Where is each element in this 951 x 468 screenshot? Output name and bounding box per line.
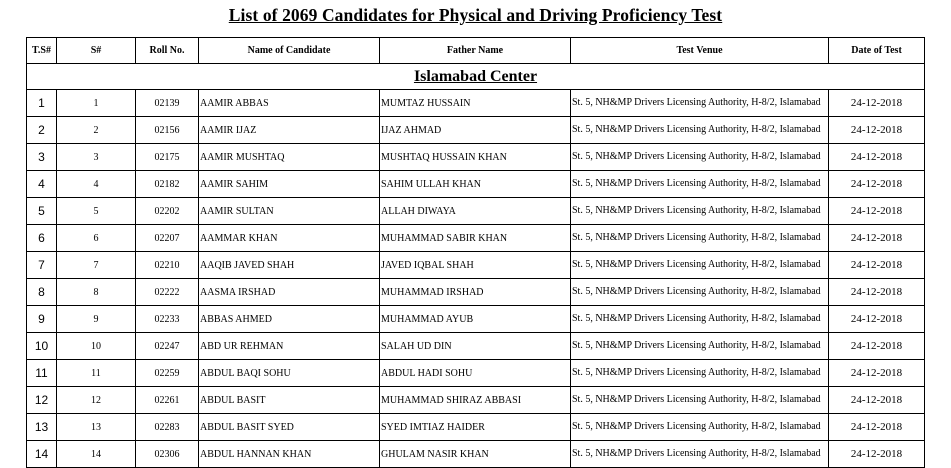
cell-candidate-name: AAMIR IJAZ (199, 117, 380, 144)
cell-date-of-test: 24-12-2018 (829, 441, 925, 468)
cell-roll-no: 02233 (136, 306, 199, 333)
cell-ts: 1 (27, 90, 57, 117)
cell-roll-no: 02139 (136, 90, 199, 117)
cell-candidate-name: AAMIR SULTAN (199, 198, 380, 225)
column-header-candidate-name: Name of Candidate (199, 38, 380, 64)
cell-date-of-test: 24-12-2018 (829, 90, 925, 117)
column-header-roll-no: Roll No. (136, 38, 199, 64)
cell-date-of-test: 24-12-2018 (829, 306, 925, 333)
cell-father-name: ALLAH DIWAYA (380, 198, 571, 225)
cell-candidate-name: ABD UR REHMAN (199, 333, 380, 360)
cell-sn: 7 (57, 252, 136, 279)
cell-date-of-test: 24-12-2018 (829, 414, 925, 441)
cell-candidate-name: AAQIB JAVED SHAH (199, 252, 380, 279)
column-header-ts: T.S# (27, 38, 57, 64)
table-row (27, 171, 925, 198)
cell-sn: 10 (57, 333, 136, 360)
cell-roll-no: 02283 (136, 414, 199, 441)
cell-date-of-test: 24-12-2018 (829, 279, 925, 306)
cell-candidate-name: AASMA IRSHAD (199, 279, 380, 306)
table-header (27, 38, 925, 64)
cell-test-venue: St. 5, NH&MP Drivers Licensing Authority, H-8/2, Islamabad (571, 198, 829, 225)
table-row (27, 333, 925, 360)
cell-sn: 4 (57, 171, 136, 198)
cell-ts: 11 (27, 360, 57, 387)
cell-father-name: IJAZ AHMAD (380, 117, 571, 144)
cell-test-venue: St. 5, NH&MP Drivers Licensing Authority, H-8/2, Islamabad (571, 225, 829, 252)
cell-test-venue: St. 5, NH&MP Drivers Licensing Authority, H-8/2, Islamabad (571, 333, 829, 360)
cell-father-name: ABDUL HADI SOHU (380, 360, 571, 387)
cell-date-of-test: 24-12-2018 (829, 198, 925, 225)
cell-sn: 6 (57, 225, 136, 252)
cell-test-venue: St. 5, NH&MP Drivers Licensing Authority, H-8/2, Islamabad (571, 387, 829, 414)
cell-ts: 10 (27, 333, 57, 360)
column-header-sn: S# (57, 38, 136, 64)
cell-candidate-name: ABDUL HANNAN KHAN (199, 441, 380, 468)
cell-candidate-name: ABBAS AHMED (199, 306, 380, 333)
cell-roll-no: 02306 (136, 441, 199, 468)
cell-father-name: MUHAMMAD AYUB (380, 306, 571, 333)
cell-roll-no: 02182 (136, 171, 199, 198)
page-title: List of 2069 Candidates for Physical and Driving Proficiency Test (228, 5, 723, 25)
cell-date-of-test: 24-12-2018 (829, 171, 925, 198)
column-header-date-of-test: Date of Test (829, 38, 925, 64)
cell-ts: 14 (27, 441, 57, 468)
cell-date-of-test: 24-12-2018 (829, 144, 925, 171)
table-row (27, 90, 925, 117)
table-row (27, 252, 925, 279)
table-row (27, 360, 925, 387)
cell-test-venue: St. 5, NH&MP Drivers Licensing Authority, H-8/2, Islamabad (571, 90, 829, 117)
cell-test-venue: St. 5, NH&MP Drivers Licensing Authority, H-8/2, Islamabad (571, 279, 829, 306)
cell-ts: 13 (27, 414, 57, 441)
cell-sn: 3 (57, 144, 136, 171)
cell-father-name: JAVED IQBAL SHAH (380, 252, 571, 279)
table-row (27, 414, 925, 441)
table-row (27, 387, 925, 414)
cell-roll-no: 02207 (136, 225, 199, 252)
cell-sn: 5 (57, 198, 136, 225)
column-header-test-venue: Test Venue (571, 38, 829, 64)
header-row (27, 38, 925, 64)
cell-candidate-name: AAMIR ABBAS (199, 90, 380, 117)
cell-date-of-test: 24-12-2018 (829, 333, 925, 360)
cell-candidate-name: ABDUL BASIT (199, 387, 380, 414)
cell-sn: 1 (57, 90, 136, 117)
cell-roll-no: 02222 (136, 279, 199, 306)
cell-test-venue: St. 5, NH&MP Drivers Licensing Authority, H-8/2, Islamabad (571, 414, 829, 441)
cell-roll-no: 02175 (136, 144, 199, 171)
cell-roll-no: 02247 (136, 333, 199, 360)
candidates-table (26, 37, 925, 468)
cell-test-venue: St. 5, NH&MP Drivers Licensing Authority, H-8/2, Islamabad (571, 144, 829, 171)
cell-ts: 8 (27, 279, 57, 306)
cell-sn: 11 (57, 360, 136, 387)
table-row (27, 225, 925, 252)
cell-test-venue: St. 5, NH&MP Drivers Licensing Authority, H-8/2, Islamabad (571, 306, 829, 333)
cell-date-of-test: 24-12-2018 (829, 225, 925, 252)
cell-sn: 13 (57, 414, 136, 441)
cell-ts: 6 (27, 225, 57, 252)
cell-ts: 4 (27, 171, 57, 198)
table-row (27, 441, 925, 468)
table-row (27, 198, 925, 225)
cell-date-of-test: 24-12-2018 (829, 117, 925, 144)
cell-father-name: SAHIM ULLAH KHAN (380, 171, 571, 198)
table-body (27, 64, 925, 468)
cell-test-venue: St. 5, NH&MP Drivers Licensing Authority, H-8/2, Islamabad (571, 252, 829, 279)
cell-ts: 12 (27, 387, 57, 414)
table-row (27, 279, 925, 306)
cell-father-name: SYED IMTIAZ HAIDER (380, 414, 571, 441)
table-row (27, 117, 925, 144)
cell-sn: 9 (57, 306, 136, 333)
cell-roll-no: 02202 (136, 198, 199, 225)
center-heading-row (27, 64, 925, 90)
cell-sn: 12 (57, 387, 136, 414)
cell-father-name: MUSHTAQ HUSSAIN KHAN (380, 144, 571, 171)
cell-father-name: MUHAMMAD IRSHAD (380, 279, 571, 306)
cell-father-name: MUHAMMAD SABIR KHAN (380, 225, 571, 252)
cell-roll-no: 02210 (136, 252, 199, 279)
cell-roll-no: 02261 (136, 387, 199, 414)
cell-ts: 3 (27, 144, 57, 171)
column-header-father-name: Father Name (380, 38, 571, 64)
cell-date-of-test: 24-12-2018 (829, 360, 925, 387)
cell-ts: 9 (27, 306, 57, 333)
cell-ts: 2 (27, 117, 57, 144)
cell-test-venue: St. 5, NH&MP Drivers Licensing Authority, H-8/2, Islamabad (571, 360, 829, 387)
cell-candidate-name: ABDUL BAQI SOHU (199, 360, 380, 387)
cell-father-name: MUHAMMAD SHIRAZ ABBASI (380, 387, 571, 414)
cell-ts: 5 (27, 198, 57, 225)
cell-test-venue: St. 5, NH&MP Drivers Licensing Authority, H-8/2, Islamabad (571, 117, 829, 144)
cell-father-name: MUMTAZ HUSSAIN (380, 90, 571, 117)
cell-candidate-name: ABDUL BASIT SYED (199, 414, 380, 441)
cell-father-name: GHULAM NASIR KHAN (380, 441, 571, 468)
cell-candidate-name: AAMMAR KHAN (199, 225, 380, 252)
cell-candidate-name: AAMIR SAHIM (199, 171, 380, 198)
table-row (27, 144, 925, 171)
center-heading: Islamabad Center (27, 64, 925, 90)
cell-sn: 8 (57, 279, 136, 306)
cell-sn: 2 (57, 117, 136, 144)
cell-ts: 7 (27, 252, 57, 279)
table-row (27, 306, 925, 333)
cell-roll-no: 02259 (136, 360, 199, 387)
cell-date-of-test: 24-12-2018 (829, 252, 925, 279)
cell-date-of-test: 24-12-2018 (829, 387, 925, 414)
cell-test-venue: St. 5, NH&MP Drivers Licensing Authority, H-8/2, Islamabad (571, 171, 829, 198)
cell-roll-no: 02156 (136, 117, 199, 144)
cell-candidate-name: AAMIR MUSHTAQ (199, 144, 380, 171)
cell-father-name: SALAH UD DIN (380, 333, 571, 360)
cell-sn: 14 (57, 441, 136, 468)
cell-test-venue: St. 5, NH&MP Drivers Licensing Authority, H-8/2, Islamabad (571, 441, 829, 468)
